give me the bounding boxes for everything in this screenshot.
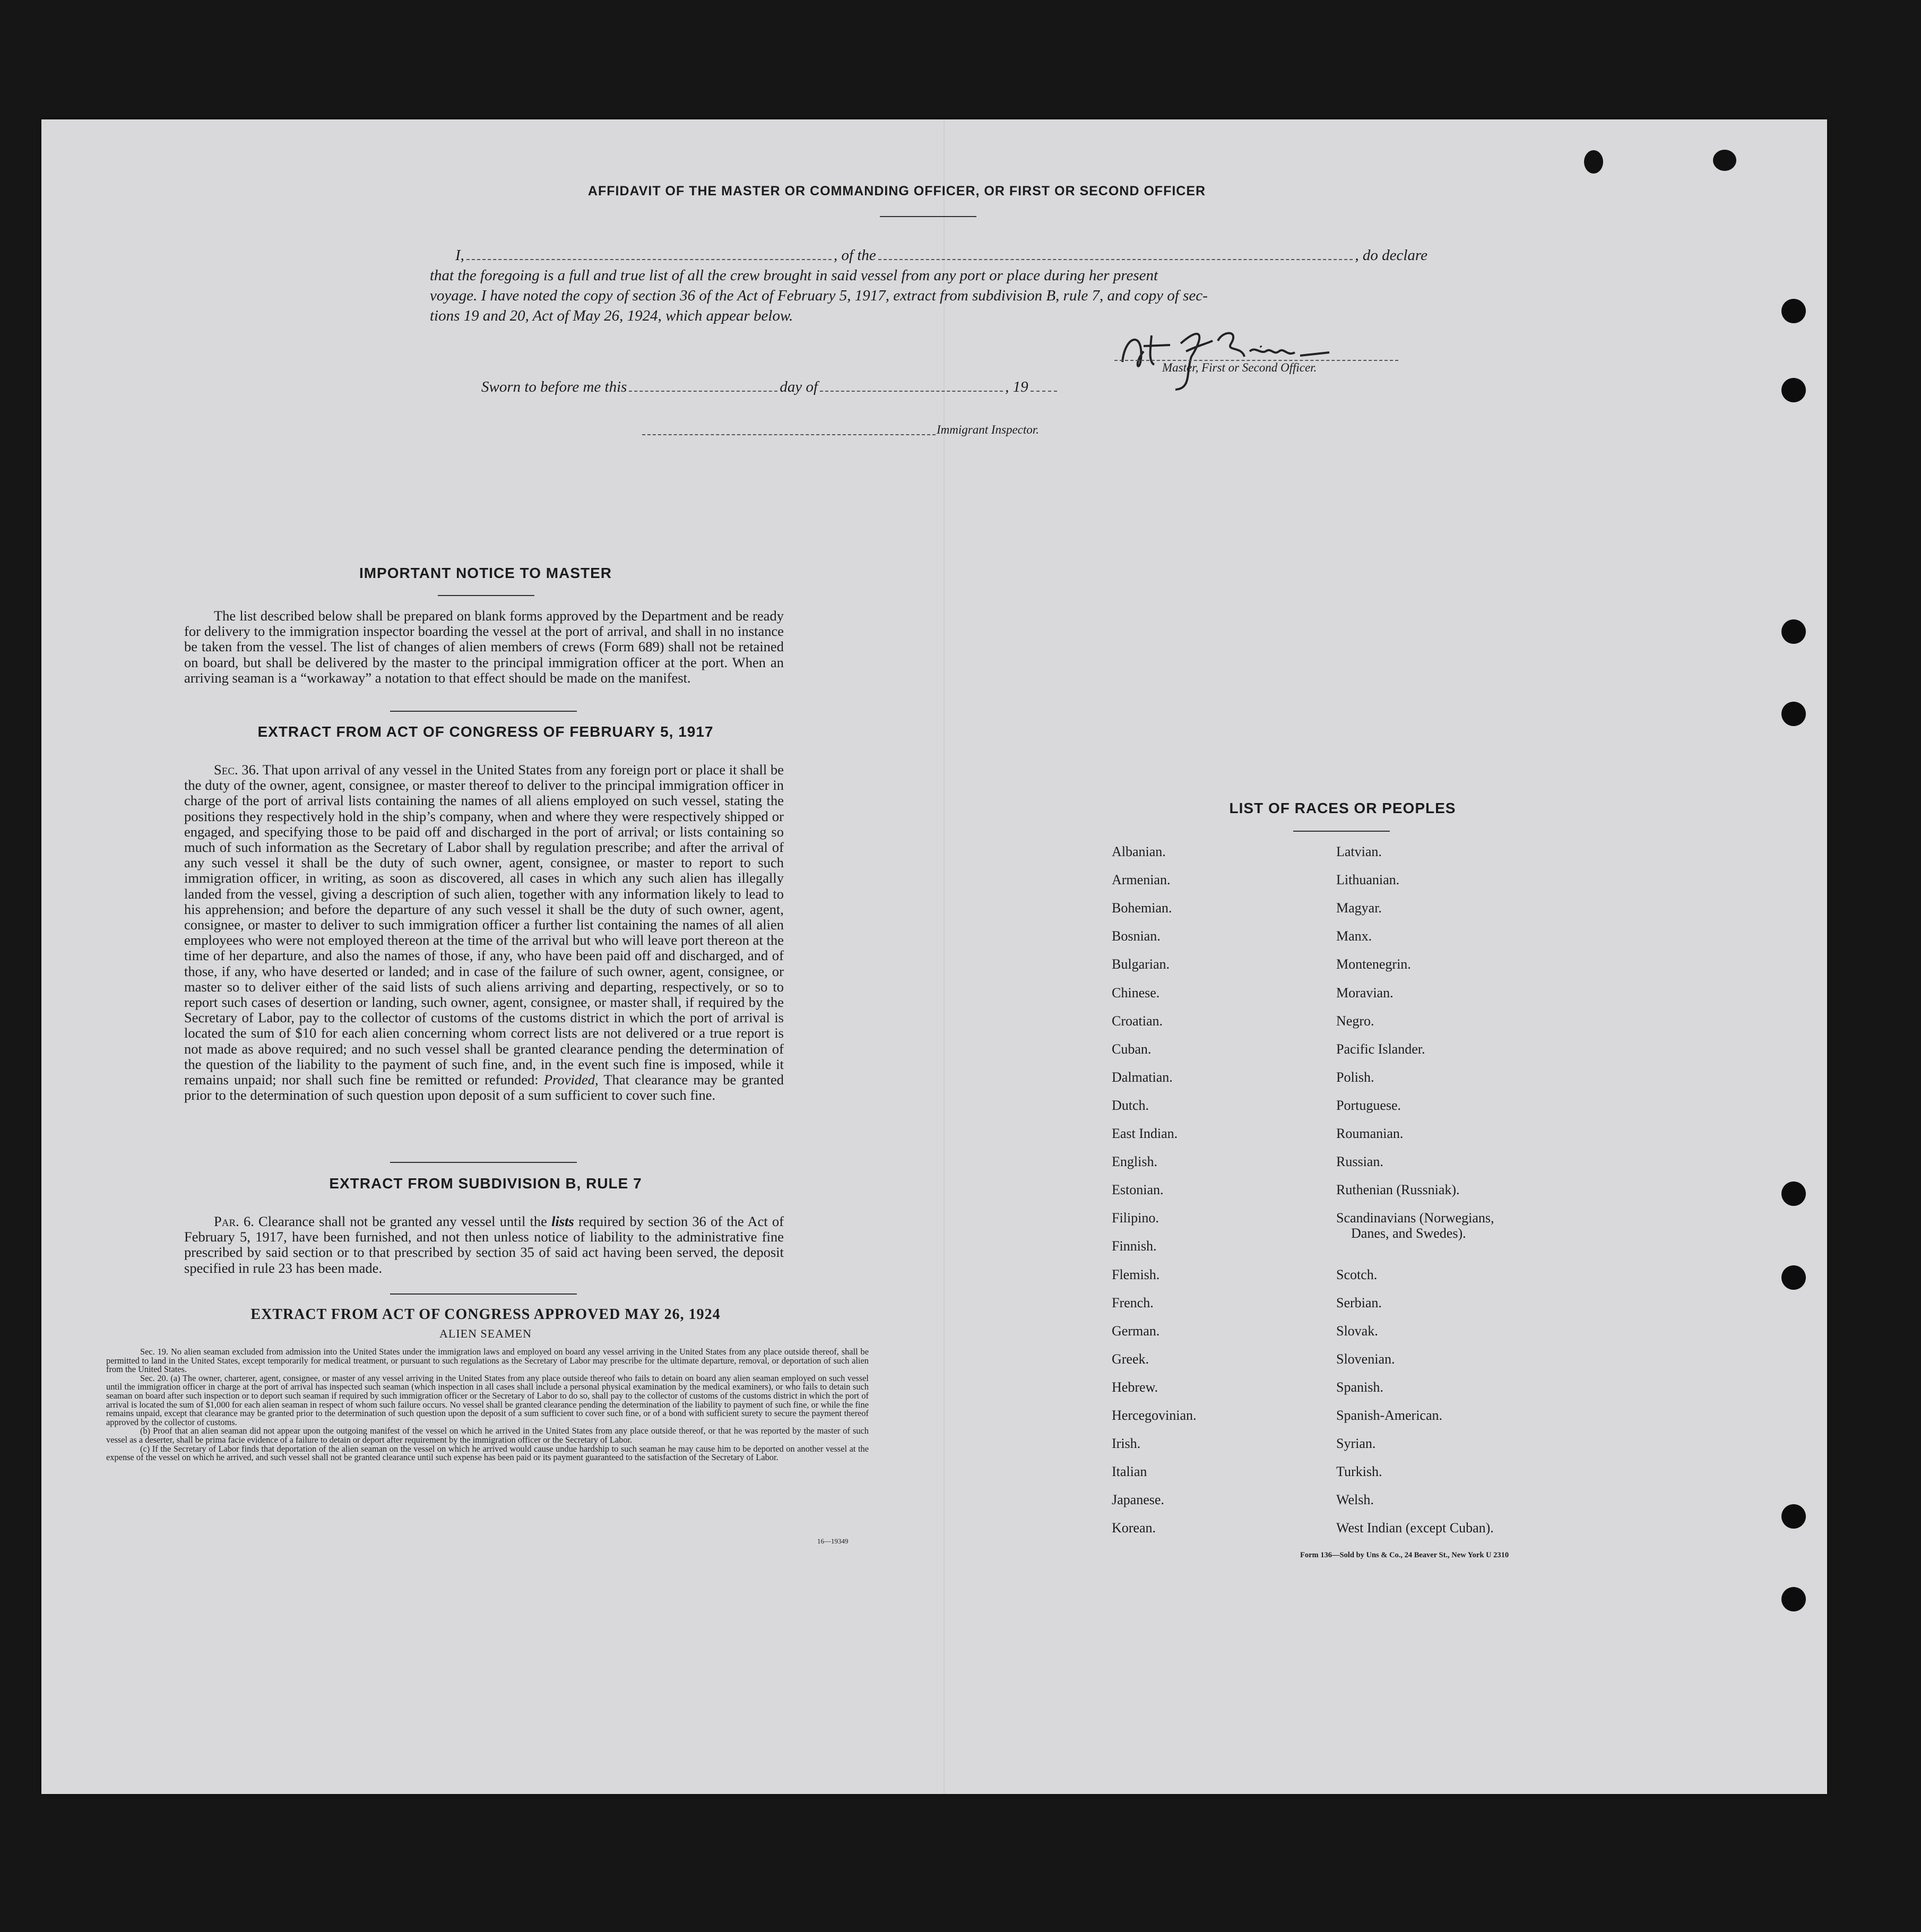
print-code: 16—19349 xyxy=(817,1537,849,1545)
vessel-name-field[interactable] xyxy=(878,259,1353,260)
race-item: Scotch. xyxy=(1336,1266,1378,1282)
declare-label: , do declare xyxy=(1355,247,1427,264)
race-item: Filipino. xyxy=(1112,1210,1159,1226)
race-item: Latvian. xyxy=(1336,844,1382,859)
race-item: West Indian (except Cuban). xyxy=(1336,1520,1494,1536)
punch-hole xyxy=(1781,619,1806,644)
race-item: Chinese. xyxy=(1112,985,1160,1000)
race-item: Spanish-American. xyxy=(1336,1408,1443,1423)
section-label: Sec. 36. xyxy=(214,762,259,778)
race-item: Hercegovinian. xyxy=(1112,1408,1197,1423)
race-item: Ruthenian (Russniak). xyxy=(1336,1182,1460,1198)
race-item: Russian. xyxy=(1336,1154,1383,1170)
race-item: English. xyxy=(1112,1154,1157,1170)
race-item: Welsh. xyxy=(1336,1492,1374,1508)
rule7-text: Clearance shall not be granted any vessel until the xyxy=(258,1213,547,1229)
ink-spot xyxy=(1713,150,1736,171)
race-item: Portuguese. xyxy=(1336,1097,1401,1113)
race-item: Lithuanian. xyxy=(1336,872,1400,888)
form-footer: Form 136—Sold by Uns & Co., 24 Beaver St., New York U 2310 xyxy=(1300,1551,1509,1559)
race-item: Cuban. xyxy=(1112,1041,1152,1057)
inspector-signature-field[interactable] xyxy=(642,434,936,435)
rule7-body xyxy=(184,1214,784,1276)
race-item: German. xyxy=(1112,1323,1160,1339)
notice-body: The list described below shall be prepared on blank forms approved by the Department and be ready for delivery to the immigration inspector boarding the vessel at the port of arrival, and shall in no instance be taken from the vessel. The list of changes of alien members of crews (Form 689) shall not be retained on board, but shall be delivered by the master to the principal immigration officer at the port. When an arriving seaman is a “workaway” a notation to that effect should be made on the manifest. xyxy=(184,608,784,686)
affidavit-line: tions 19 and 20, Act of May 26, 1924, which appear below. xyxy=(430,307,793,324)
sec20c-text: (c) If the Secretary of Labor finds that deportation of the alien seaman on the vessel on which he arrived would cause undue hardship to such seaman he may cause him to be deported on another vessel at the expense of the vessel on which he arrived, and such vessel shall not be granted clearance until such expense has been paid or its payment guaranteed to the satisfaction of the Secretary of Labor. xyxy=(106,1443,869,1463)
extract-1917-title: EXTRACT FROM ACT OF CONGRESS OF FEBRUARY 5, 1917 xyxy=(257,723,714,740)
race-item: Dalmatian. xyxy=(1112,1069,1173,1085)
divider xyxy=(390,1162,577,1163)
extract-1924-body xyxy=(106,1348,869,1462)
divider xyxy=(880,216,976,217)
extract-1917-body xyxy=(184,762,784,1103)
affidavit-title: AFFIDAVIT OF THE MASTER OR COMMANDING OFFICER, OR FIRST OR SECOND OFFICER xyxy=(587,184,1206,199)
provided-word: Provided, xyxy=(543,1072,599,1088)
vessel-label: , of the xyxy=(834,247,876,264)
lists-word: lists xyxy=(551,1213,574,1229)
race-item: Armenian. xyxy=(1112,872,1171,888)
race-item: Danes, and Swedes). xyxy=(1351,1226,1466,1241)
race-item: Japanese. xyxy=(1112,1492,1164,1508)
punch-hole xyxy=(1781,1587,1806,1611)
race-item: Moravian. xyxy=(1336,985,1394,1000)
race-item: Roumanian. xyxy=(1336,1126,1404,1141)
sworn-year-field[interactable] xyxy=(1031,391,1057,392)
affidavit-line: voyage. I have noted the copy of section 36 of the Act of February 5, 1917, extract from subdivision B, rule 7, and copy of sec- xyxy=(430,287,1208,304)
race-item: Bulgarian. xyxy=(1112,956,1170,972)
race-item: Montenegrin. xyxy=(1336,956,1411,972)
declarant-label: I, xyxy=(455,247,464,264)
sworn-line xyxy=(481,378,1126,396)
race-item: Finnish. xyxy=(1112,1238,1157,1254)
punch-hole xyxy=(1781,702,1806,726)
race-item: Pacific Islander. xyxy=(1336,1041,1425,1057)
race-item: Slovak. xyxy=(1336,1323,1378,1339)
race-item: Flemish. xyxy=(1112,1266,1160,1282)
notice-title: IMPORTANT NOTICE TO MASTER xyxy=(359,565,612,581)
race-item: Manx. xyxy=(1336,928,1372,944)
section-text-end: That clearance may be granted prior to the determination of such question upon deposit of a sum sufficient to cover such fine. xyxy=(184,1072,784,1103)
race-item: Italian xyxy=(1112,1464,1147,1480)
race-item: Hebrew. xyxy=(1112,1379,1158,1395)
sworn-month-field[interactable] xyxy=(820,391,1003,392)
races-title: LIST OF RACES OR PEOPLES xyxy=(1229,800,1456,816)
extract-1924-title: EXTRACT FROM ACT OF CONGRESS APPROVED MAY 26, 1924 xyxy=(250,1306,721,1323)
ink-spot xyxy=(1584,150,1603,174)
race-item: Estonian. xyxy=(1112,1182,1164,1198)
race-item: Serbian. xyxy=(1336,1295,1382,1310)
declarant-name-field[interactable] xyxy=(466,259,832,260)
race-item: Polish. xyxy=(1336,1069,1374,1085)
race-item: Korean. xyxy=(1112,1520,1156,1536)
punch-hole xyxy=(1781,1265,1806,1290)
sworn-label: Sworn to before me this xyxy=(481,378,627,395)
sec19-text: Sec. 19. No alien seaman excluded from admission into the United States under the immigration laws and employed on board any vessel arriving in the United States from any place outside thereof, shall be permitted to land in the United States, except temporarily for medical treatment, or pursuant to such regulations as the Secretary of Labor may prescribe for the ultimate departure, removal, or deportation of such alien from the United States. xyxy=(106,1347,869,1375)
race-item: Bosnian. xyxy=(1112,928,1161,944)
race-item: Magyar. xyxy=(1336,900,1382,916)
race-item: Syrian. xyxy=(1336,1436,1376,1452)
handwritten-signature xyxy=(1112,314,1345,394)
punch-hole xyxy=(1781,378,1806,402)
race-item: East Indian. xyxy=(1112,1126,1178,1141)
punch-hole xyxy=(1781,299,1806,323)
race-item: Greek. xyxy=(1112,1351,1149,1367)
race-item: Scandinavians (Norwegians, xyxy=(1336,1210,1494,1226)
race-item: Spanish. xyxy=(1336,1379,1383,1395)
race-item: Slovenian. xyxy=(1336,1351,1395,1367)
race-item: Albanian. xyxy=(1112,844,1166,859)
divider xyxy=(390,711,577,712)
race-item: French. xyxy=(1112,1295,1154,1310)
race-item: Irish. xyxy=(1112,1436,1141,1452)
section-text: That upon arrival of any vessel in the United States from any foreign port or place it shall be the duty of the owner, agent, consignee, or master thereof to deliver to the principal immigration officer in charge of the port of arrival lists containing the names of all aliens employed on such vessel, stating the positions they respectively hold in the ship’s company, when and where they were respectively shipped or engaged, and specifying those to be paid off and discharged in the port of arrival; or lists containing so much of such information as the Secretary of Labor shall by regulation prescribe; and after the arrival of any such vessel it shall be the duty of such owner, agent, consignee, or master to report to such immigration officer, in writing, as soon as discovered, all cases in which any such alien has illegally landed from the vessel, giving a description of such alien, together with any information likely to lead to his apprehension; and before the departure of any such vessel it shall be the duty of such owner, agent, consignee, or master to deliver to such immigration officer a further list containing the names of all alien employees who were not employed thereon at the time of the arrival but who will leave port thereon at the time of her departure, and also the names of those, if any, who have been paid off and discharged, and of those, if any, who have deserted or landed; and in case of the failure of such owner, agent, consignee, or master so to deliver either of the said lists of such aliens arriving and departing, respectively, or so to report such cases of desertion or landing, such owner, agent, consignee, or master shall, if required by the Secretary of Labor, pay to the collector of customs of the customs district in which the port of arrival is located the sum of $10 for each alien concerning whom correct lists are not delivered or a true report is not made as above required; and no such vessel shall be granted clearance pending the determination of the question of the liability to the payment of such fine, and, in the event such fine is imposed, while it remains unpaid; nor shall such fine be remitted or refunded: xyxy=(184,762,784,1088)
day-of-label: day of xyxy=(780,378,818,395)
sec20b-text: (b) Proof that an alien seaman did not appear upon the outgoing manifest of the vessel on which he arrived in the United States from any place outside thereof, or that he was reported by the master of such vessel as a deserter, shall be prima facie evidence of a failure to detain or deport after requirement by the immigration officer or the Secretary of Labor. xyxy=(106,1426,869,1445)
race-item: Negro. xyxy=(1336,1013,1374,1029)
race-item: Turkish. xyxy=(1336,1464,1382,1480)
punch-hole xyxy=(1781,1181,1806,1206)
sworn-day-field[interactable] xyxy=(629,391,777,392)
divider xyxy=(438,595,534,596)
race-item: Croatian. xyxy=(1112,1013,1163,1029)
sec20a-text: Sec. 20. (a) The owner, charterer, agent, consignee, or master of any vessel arriving in the United States from any place outside thereof who fails to detain on board any alien seaman employed on such vessel until the immigration officer in charge at the port of arrival has inspected such seaman (which inspection in all cases shall include a personal physical examination by the medical examiners), or who fails to detain such seaman on board after such inspection or to deport such seaman if required by such immigration officer or the Secretary of Labor to do so, shall pay to the collector of customs of the customs district in which the port of arrival is located the sum of $1,000 for each alien seaman in respect of whom such failure occurs. No vessel shall be granted clearance pending the determination of the liability to payment of such fine, or while the fine remains unpaid, except that clearance may be granted prior to the determination of such question upon the deposit of a sum sufficient to cover such fine, or of a bond with sufficient surety to secure the payment thereof approved by the collector of customs. xyxy=(106,1373,869,1427)
divider xyxy=(390,1293,577,1295)
rule7-text-end: required by section 36 of the Act of February 5, 1917, have been furnished, and not then unless notice of liability to the administrative fine prescribed by said section or to that prescribed by section 35 of said act having been served, the deposit specified in rule 23 has been made. xyxy=(184,1213,784,1276)
page-fold xyxy=(944,119,945,1794)
inspector-caption: Immigrant Inspector. xyxy=(937,423,1039,436)
rule7-title: EXTRACT FROM SUBDIVISION B, RULE 7 xyxy=(329,1175,642,1192)
divider xyxy=(1293,831,1390,832)
paragraph-label: Par. 6. xyxy=(214,1213,254,1229)
race-item: Dutch. xyxy=(1112,1097,1149,1113)
affidavit-line: that the foregoing is a full and true list of all the crew brought in said vessel from any port or place during her present xyxy=(430,267,1158,284)
signature-caption: Master, First or Second Officer. xyxy=(1162,361,1317,374)
year-label: , 19 xyxy=(1005,378,1028,395)
race-item: Bohemian. xyxy=(1112,900,1172,916)
punch-hole xyxy=(1781,1504,1806,1529)
alien-seamen-subtitle: ALIEN SEAMEN xyxy=(439,1327,532,1340)
